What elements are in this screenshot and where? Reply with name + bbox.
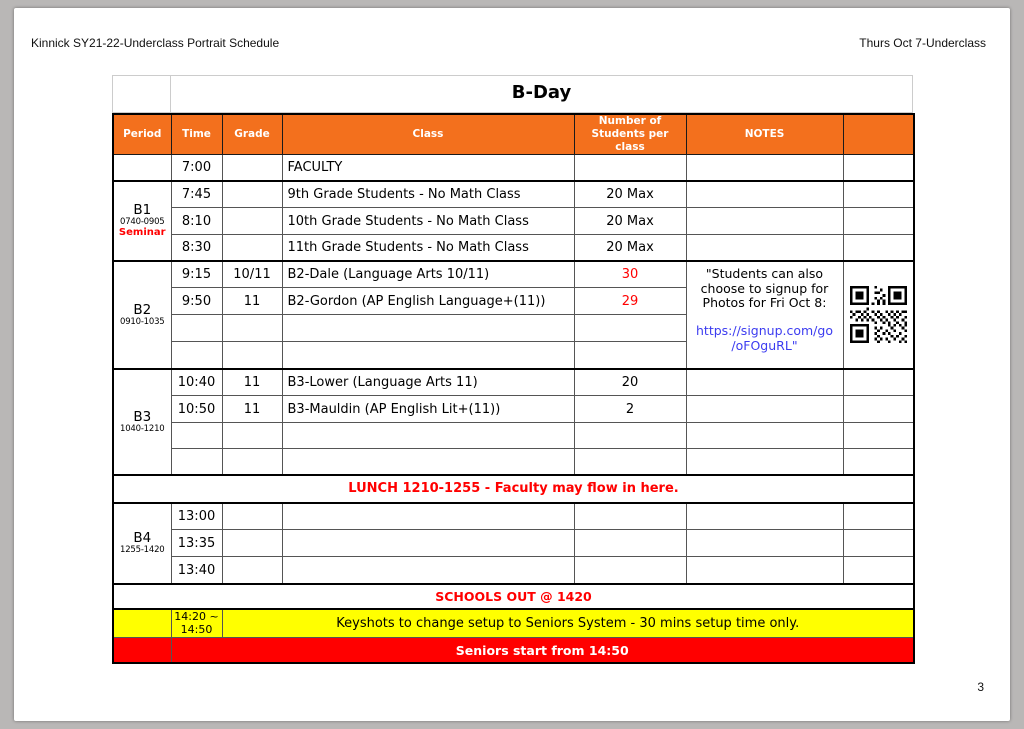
cell-time: 13:00 xyxy=(171,503,222,530)
cell-count xyxy=(574,315,686,342)
cell-notes xyxy=(686,208,843,235)
keyshots-section xyxy=(113,609,914,638)
cell-class: B3-Lower (Language Arts 11) xyxy=(282,369,574,396)
cell-count xyxy=(574,423,686,449)
page-number: 3 xyxy=(977,680,984,694)
cell-count: 20 xyxy=(574,369,686,396)
cell-time: 9:50 xyxy=(171,288,222,315)
seniors-section xyxy=(113,638,914,663)
cell-notes xyxy=(686,423,843,449)
cell-grade xyxy=(222,208,282,235)
cell-count xyxy=(574,155,686,181)
cell-extra xyxy=(843,449,914,475)
col-header-class: Class xyxy=(282,114,574,155)
keyshots-time-cell xyxy=(171,609,222,638)
cell-extra xyxy=(843,369,914,396)
cell-notes xyxy=(686,369,843,396)
cell-grade xyxy=(222,423,282,449)
cell-grade xyxy=(222,557,282,584)
cell-notes xyxy=(686,503,843,530)
cell-notes xyxy=(686,235,843,261)
cell-count: 20 Max xyxy=(574,235,686,261)
seniors-row xyxy=(113,638,914,663)
signup-link-line2[interactable]: /oFOguRL" xyxy=(731,337,798,353)
period-b1-label-cell xyxy=(113,181,171,261)
table-row xyxy=(113,557,914,584)
cell-extra xyxy=(843,503,914,530)
cell-class xyxy=(282,315,574,342)
title-spacer-cell xyxy=(113,76,171,112)
table-row xyxy=(113,261,914,288)
cell-notes xyxy=(686,530,843,557)
schedule-table xyxy=(112,113,915,664)
table-row xyxy=(113,449,914,475)
table-row xyxy=(113,530,914,557)
period-b3-label-cell xyxy=(113,369,171,475)
cell-notes xyxy=(686,396,843,423)
period-b4-label-cell xyxy=(113,503,171,584)
cell-notes xyxy=(686,449,843,475)
notes-cell xyxy=(686,261,843,369)
col-header-blank xyxy=(843,114,914,155)
document-header-right: Thurs Oct 7-Underclass xyxy=(859,36,986,50)
keyshots-time-line1: 14:20 ~ xyxy=(174,609,219,623)
period-b3-block xyxy=(113,369,914,475)
period-id: B4 xyxy=(133,530,152,547)
qr-cell xyxy=(843,261,914,369)
cell-extra xyxy=(843,155,914,181)
table-row xyxy=(113,503,914,530)
cell-time: 8:30 xyxy=(171,235,222,261)
cell-count xyxy=(574,342,686,369)
schools-out-section xyxy=(113,584,914,609)
keyshots-row xyxy=(113,609,914,638)
cell-extra xyxy=(843,235,914,261)
cell-extra xyxy=(843,181,914,208)
cell-class: B2-Gordon (AP English Language+(11)) xyxy=(282,288,574,315)
header-section xyxy=(113,114,914,155)
page-title: B-Day xyxy=(511,82,572,103)
cell-count: 2 xyxy=(574,396,686,423)
col-header-count-line1: Number of xyxy=(598,115,662,127)
period-range: 1040-1210 xyxy=(119,423,165,434)
cell-grade: 11 xyxy=(222,369,282,396)
cell-time: 13:40 xyxy=(171,557,222,584)
period-seminar-label: Seminar xyxy=(118,227,166,239)
table-row xyxy=(113,208,914,235)
cell-count xyxy=(574,530,686,557)
header-row xyxy=(113,114,914,155)
cell-grade: 10/11 xyxy=(222,261,282,288)
cell-class xyxy=(282,423,574,449)
cell-extra xyxy=(843,396,914,423)
period-id: B1 xyxy=(133,202,152,219)
cell-time xyxy=(171,315,222,342)
cell-class xyxy=(282,557,574,584)
cell-time: 13:35 xyxy=(171,530,222,557)
cell-extra xyxy=(843,423,914,449)
table-row xyxy=(113,423,914,449)
cell-time: 8:10 xyxy=(171,208,222,235)
cell-period xyxy=(113,155,171,181)
document-page xyxy=(14,8,1010,721)
cell-count xyxy=(574,449,686,475)
period-range: 0910-1035 xyxy=(119,316,165,327)
col-header-count xyxy=(574,114,686,155)
col-header-count-line2: Students per class xyxy=(591,128,669,154)
lunch-row xyxy=(113,475,914,503)
table-row xyxy=(113,396,914,423)
lunch-banner: LUNCH 1210-1255 - Faculty may flow in here. xyxy=(113,475,914,503)
cell-grade xyxy=(222,530,282,557)
cell-count: 20 Max xyxy=(574,208,686,235)
col-header-notes: NOTES xyxy=(686,114,843,155)
cell-grade xyxy=(222,449,282,475)
period-range: 0740-0905 xyxy=(119,217,165,228)
cell-grade: 11 xyxy=(222,288,282,315)
cell-time: 7:45 xyxy=(171,181,222,208)
cell-count xyxy=(574,503,686,530)
col-header-time: Time xyxy=(171,114,222,155)
cell-time xyxy=(171,449,222,475)
cell-class: B2-Dale (Language Arts 10/11) xyxy=(282,261,574,288)
cell-grade: 11 xyxy=(222,396,282,423)
table-row xyxy=(113,155,914,181)
col-header-period: Period xyxy=(113,114,171,155)
cell-class: B3-Mauldin (AP English Lit+(11)) xyxy=(282,396,574,423)
period-range: 1255-1420 xyxy=(119,545,165,556)
cell-class: 9th Grade Students - No Math Class xyxy=(282,181,574,208)
lunch-section xyxy=(113,475,914,503)
qr-code xyxy=(850,286,907,343)
cell-time: 9:15 xyxy=(171,261,222,288)
cell-time: 7:00 xyxy=(171,155,222,181)
cell-time xyxy=(171,423,222,449)
cell-grade xyxy=(222,315,282,342)
title-bar xyxy=(112,75,913,113)
notes-text: "Students can also choose to signup for Photos for Fri Oct 8: xyxy=(700,265,829,311)
cell-class: 10th Grade Students - No Math Class xyxy=(282,208,574,235)
period-id: B2 xyxy=(133,301,152,318)
cell-count: 20 Max xyxy=(574,181,686,208)
cell-time: 10:40 xyxy=(171,369,222,396)
signup-link-line1[interactable]: https://signup.com/go xyxy=(696,323,833,339)
period-b2-label-cell xyxy=(113,261,171,369)
cell-class xyxy=(282,449,574,475)
cell-period xyxy=(113,609,171,638)
table-row xyxy=(113,181,914,208)
cell-notes xyxy=(686,155,843,181)
cell-class xyxy=(282,342,574,369)
cell-grade xyxy=(222,235,282,261)
cell-count: 30 xyxy=(574,261,686,288)
period-b4-block xyxy=(113,503,914,584)
cell-count: 29 xyxy=(574,288,686,315)
keyshots-time-line2: 14:50 xyxy=(180,622,213,636)
cell-class xyxy=(282,503,574,530)
cell-grade xyxy=(222,155,282,181)
table-row xyxy=(113,369,914,396)
cell-extra xyxy=(843,557,914,584)
cell-notes xyxy=(686,557,843,584)
period-b2-block xyxy=(113,261,914,369)
keyshots-note: Keyshots to change setup to Seniors System - 30 mins setup time only. xyxy=(222,609,914,638)
cell-grade xyxy=(222,181,282,208)
cell-time: 10:50 xyxy=(171,396,222,423)
document-header-left: Kinnick SY21-22-Underclass Portrait Schedule xyxy=(31,36,280,50)
cell-class: 11th Grade Students - No Math Class xyxy=(282,235,574,261)
period-id: B3 xyxy=(133,408,152,425)
schools-out-row xyxy=(113,584,914,609)
cell-class: FACULTY xyxy=(282,155,574,181)
period-b1-block xyxy=(113,181,914,261)
cell-count xyxy=(574,557,686,584)
cell-time xyxy=(171,342,222,369)
cell-grade xyxy=(222,503,282,530)
seniors-banner: Seniors start from 14:50 xyxy=(171,638,914,663)
schools-out-banner: SCHOOLS OUT @ 1420 xyxy=(113,584,914,609)
signup-link[interactable] xyxy=(689,324,841,354)
cell-extra xyxy=(843,208,914,235)
cell-extra xyxy=(843,530,914,557)
cell-grade xyxy=(222,342,282,369)
table-row xyxy=(113,235,914,261)
col-header-grade: Grade xyxy=(222,114,282,155)
faculty-section xyxy=(113,155,914,181)
cell-period xyxy=(113,638,171,663)
cell-class xyxy=(282,530,574,557)
cell-notes xyxy=(686,181,843,208)
